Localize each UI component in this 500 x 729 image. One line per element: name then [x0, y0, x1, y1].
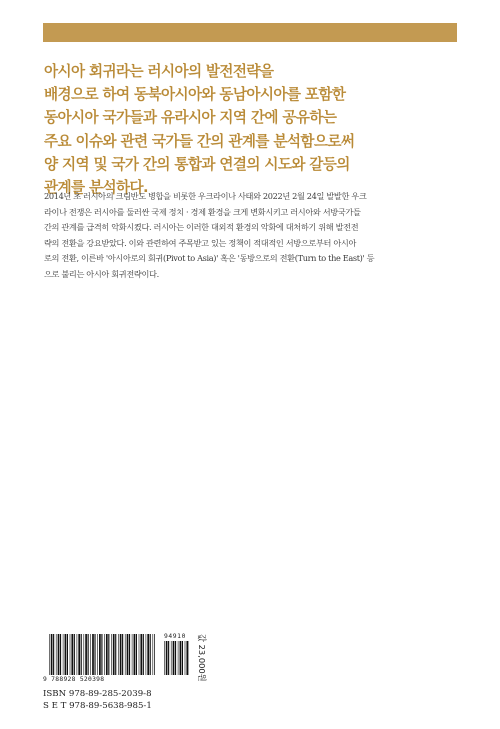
- barcode-addon-digits: 94910: [164, 633, 186, 640]
- body-line: 략의 전환을 강요받았다. 이와 관련하여 주목받고 있는 정책이 적대적인 서방으로부터 아시아: [44, 237, 357, 248]
- headline-line: 관계를 분석하다.: [44, 178, 148, 196]
- top-color-band: [43, 23, 457, 42]
- body-line: 로의 전환, 이른바 '아시아로의 회귀(Pivot to Asia)' 혹은 '동방으로의 전환(Turn to the East)' 등: [44, 253, 375, 264]
- price-label: 값 23,000원: [197, 634, 207, 682]
- barcode: [43, 633, 193, 683]
- isbn-line: ISBN 978-89-285-2039-8: [43, 689, 152, 699]
- headline-line: 배경으로 하여 동북아시아와 동남아시아를 포함한: [44, 86, 346, 104]
- body-line: 2014년 초 러시아의 크림반도 병합을 비롯한 우크라이나 사태와 2022년 2월 24일 발발한 우크: [44, 191, 367, 201]
- headline-line: 주요 이슈와 관련 국가들 간의 관계를 분석함으로써: [44, 132, 355, 150]
- headline: [44, 60, 464, 199]
- headline-line: 양 지역 및 국가 간의 통합과 연결의 시도와 갈등의: [44, 155, 350, 173]
- body-line: 으로 불리는 아시아 회귀전략이다.: [44, 268, 159, 279]
- headline-line: 아시아 회귀라는 러시아의 발전전략을: [44, 63, 274, 80]
- isbn-block: [43, 688, 152, 712]
- headline-line: 동아시아 국가들과 유라시아 지역 간에 공유하는: [44, 109, 337, 127]
- description-paragraph: [44, 189, 464, 283]
- set-isbn-line: S E T 978-89-5638-985-1: [43, 701, 152, 711]
- body-line: 간의 관계를 급격히 악화시켰다. 러시아는 이러한 대외적 환경의 악화에 대처하기 위해 발전전: [44, 222, 359, 233]
- body-line: 라이나 전쟁은 러시아를 둘러싼 국제 정치 · 경제 환경을 크게 변화시키고 러시아와 서방국가들: [44, 206, 361, 217]
- barcode-main-digits: 9 788928 520398: [43, 676, 105, 683]
